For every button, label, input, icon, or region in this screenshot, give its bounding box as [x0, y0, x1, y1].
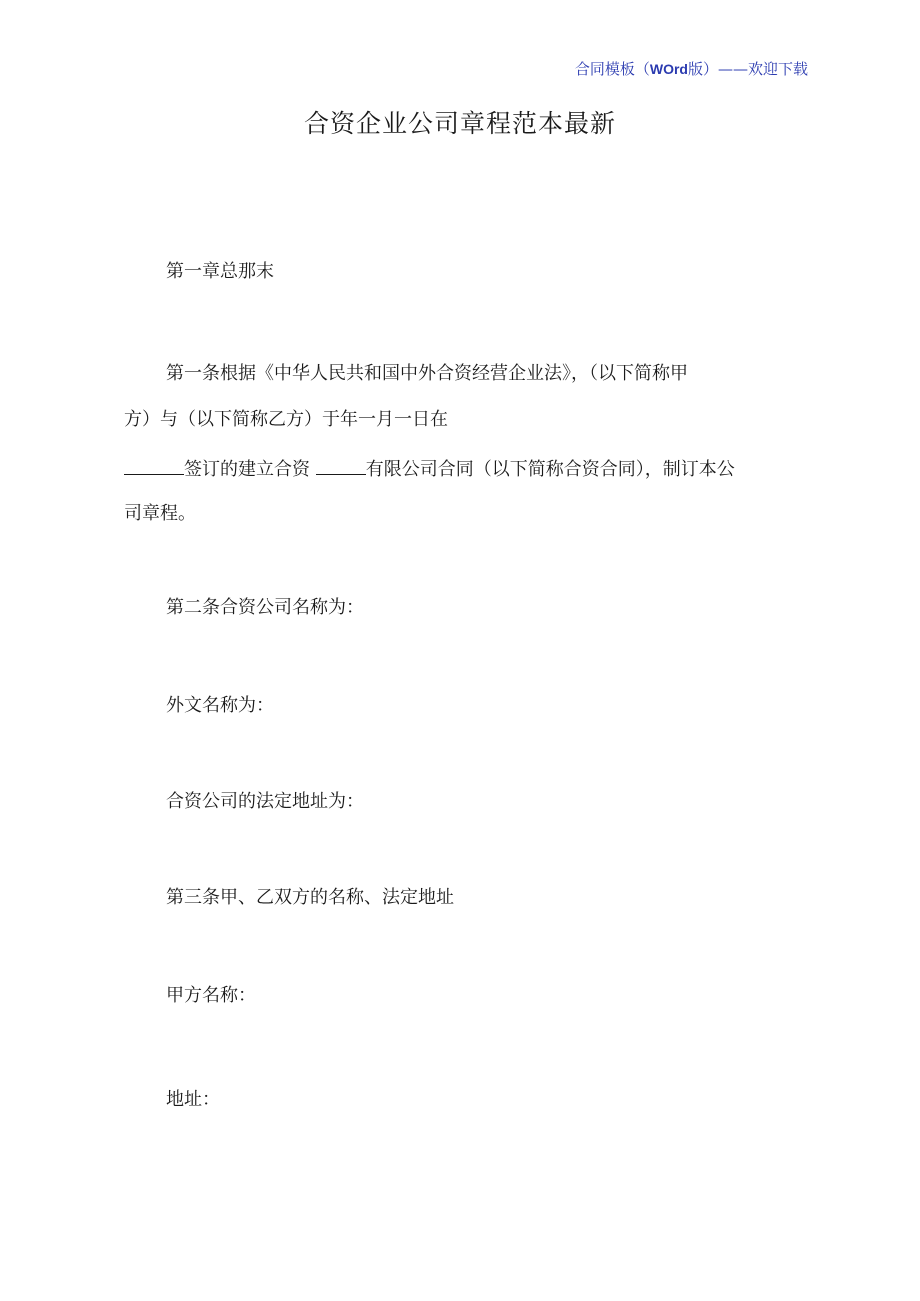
page-header: [575, 58, 808, 79]
chapter-heading: 第一章总那末: [166, 261, 274, 282]
party-a-name-label: 甲方名称：: [166, 985, 256, 1006]
header-text-2: 版）——欢迎下载: [687, 60, 808, 78]
address-label: 地址：: [166, 1089, 220, 1110]
blank-line: [316, 458, 366, 475]
header-text-1: 合同模板（: [574, 60, 650, 78]
header-text-word: WOrd: [649, 61, 688, 77]
foreign-name-label: 外文名称为：: [166, 695, 274, 716]
article-1-text-b: 有限公司合同（以下简称合资合同），制订本公: [365, 459, 735, 480]
article-1-line-3: [124, 458, 735, 482]
article-2: 第二条合资公司名称为：: [166, 597, 364, 618]
legal-address-label: 合资公司的法定地址为：: [166, 791, 364, 812]
article-1-line-2: 方）与（以下简称乙方）于年一月一日在: [124, 409, 448, 430]
article-1-line-1: 第一条根据《中华人民共和国中外合资经营企业法》，（以下简称甲: [166, 363, 688, 384]
article-3: 第三条甲、乙双方的名称、法定地址: [166, 887, 454, 908]
article-1-line-4: 司章程。: [124, 503, 196, 524]
blank-line: [124, 458, 184, 475]
article-1-text-a: 签订的建立合资: [184, 459, 310, 480]
document-title: 合资企业公司章程范本最新: [303, 109, 616, 138]
